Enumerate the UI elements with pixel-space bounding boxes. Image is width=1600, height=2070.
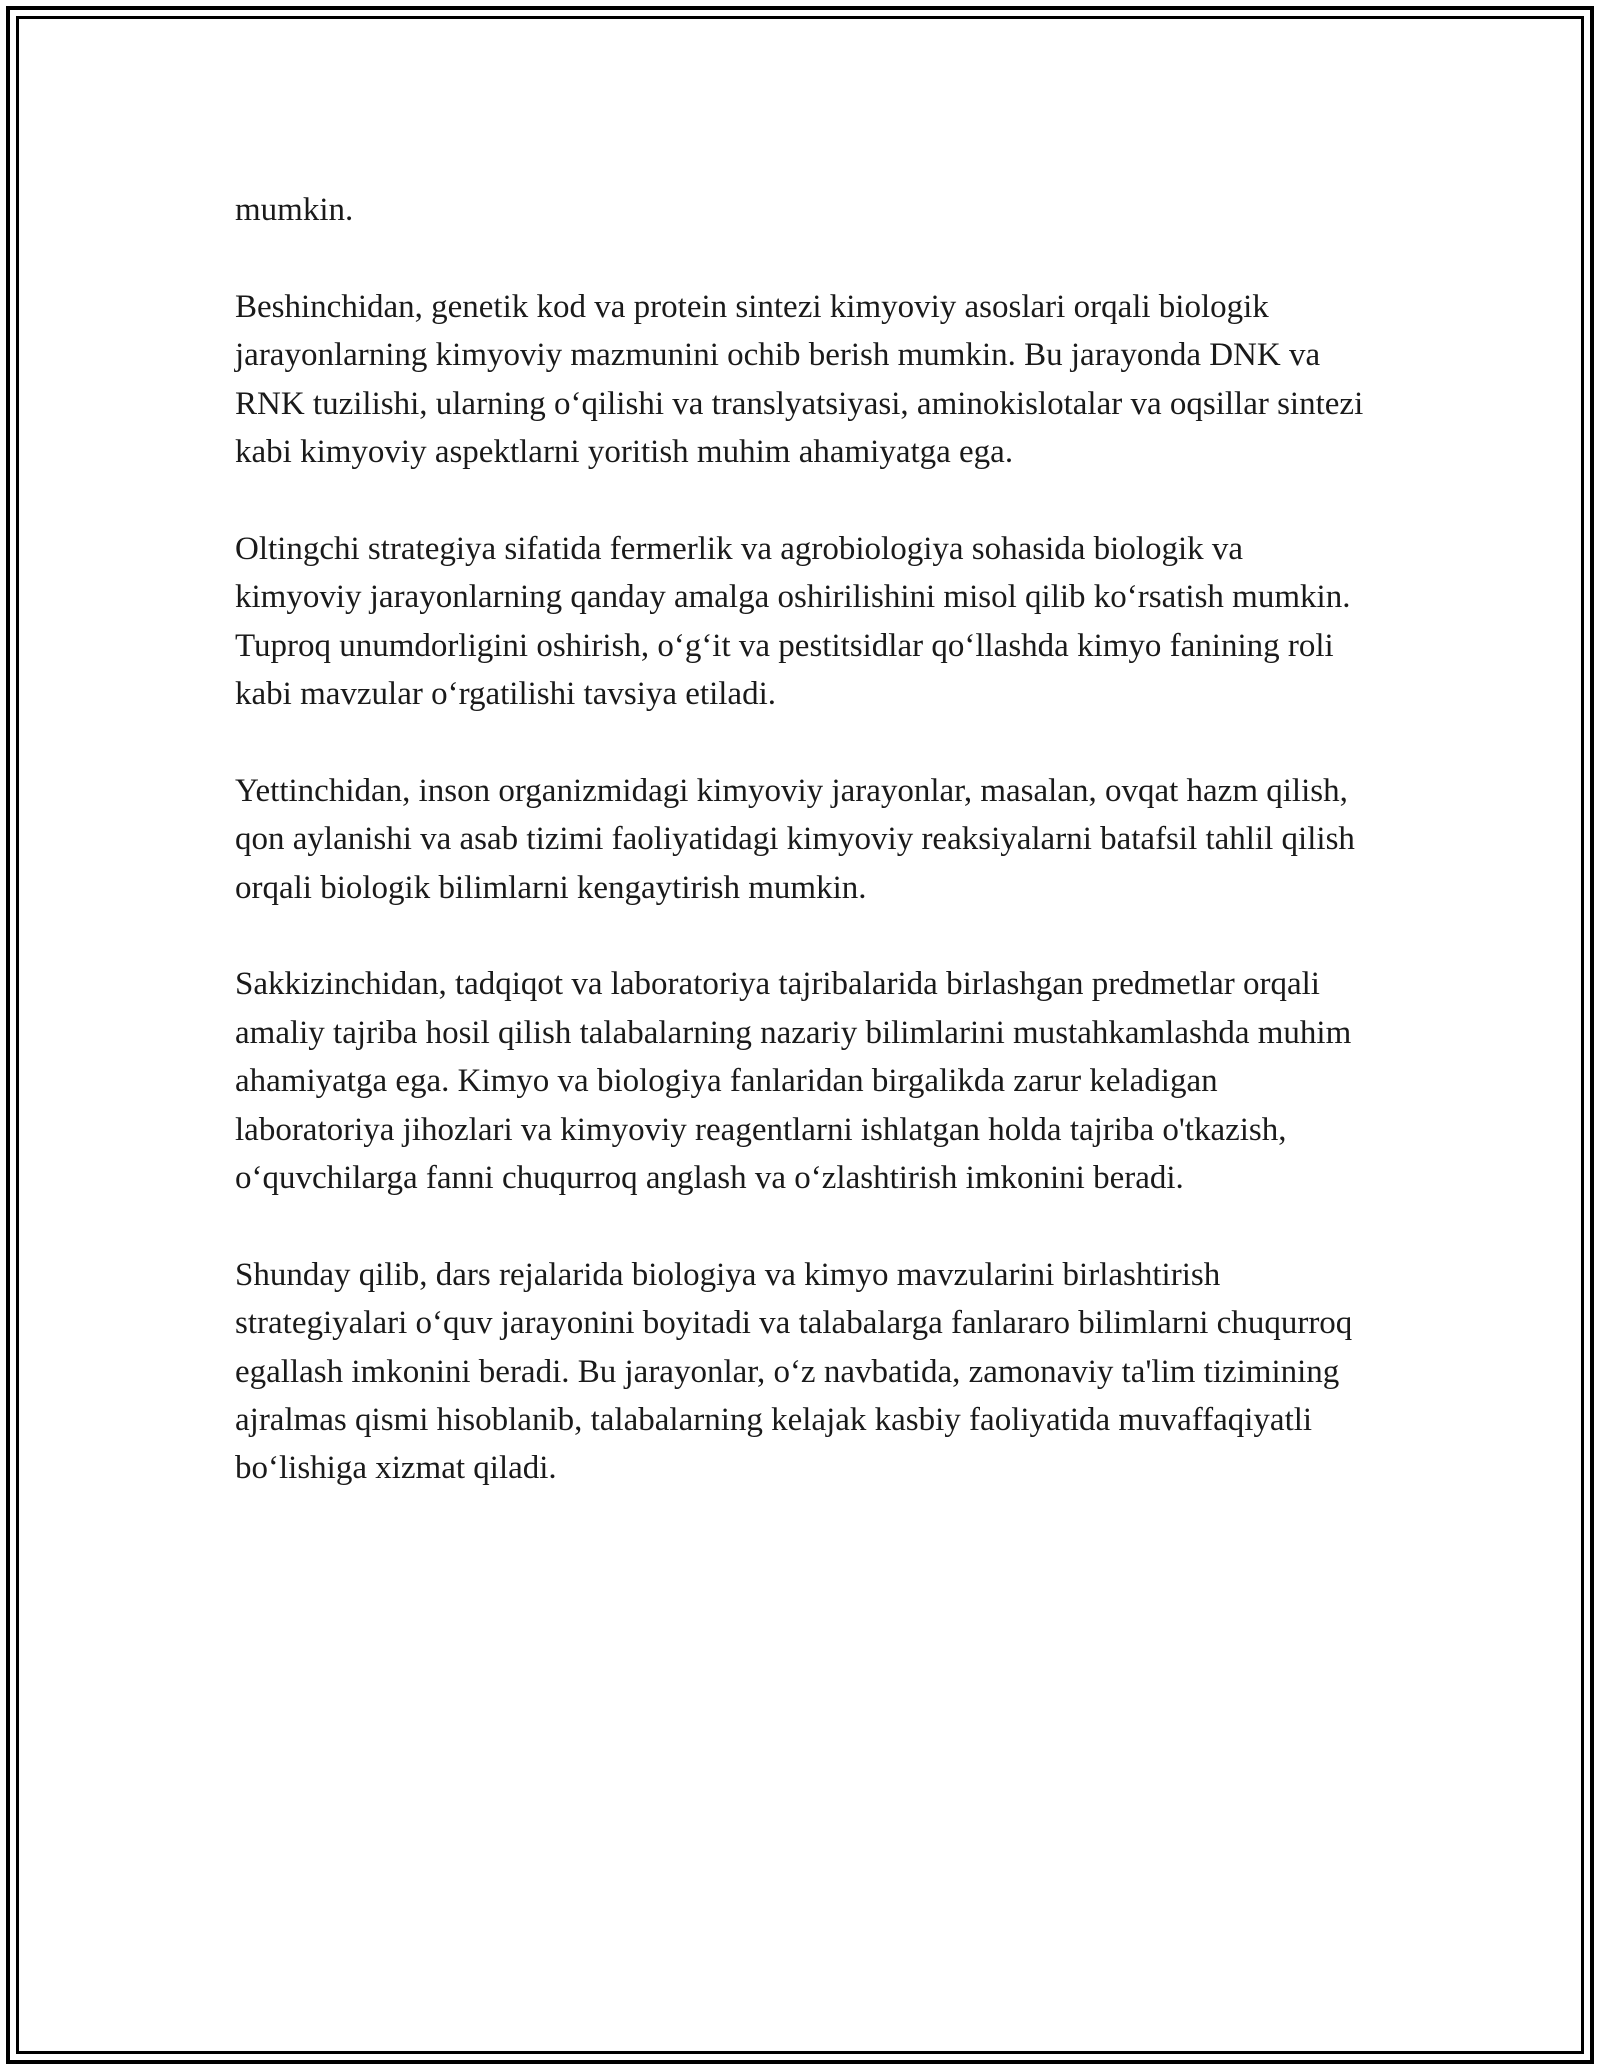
paragraph-continuation: mumkin.: [235, 192, 354, 228]
paragraph-eighth-strategy: Sakkizinchidan, tadqiqot va laboratoriya tajribalarida birlashgan predmetlar orqali amaliy tajriba hosil qilish talabalarning nazariy bilimlarini mustahkamlashda muhim ahamiyatga ega. Kimyo va biologiya fanlaridan birgalikda zarur keladigan laboratoriya jihozlari va kimyoviy reagentlarni ishlatgan holda tajriba o'tkazish, oʻquvchilarga fanni chuqurroq anglash va oʻzlashtirish imkonini beradi.: [235, 966, 1352, 1197]
paragraph-seventh-strategy: Yettinchidan, inson organizmidagi kimyoviy jarayonlar, masalan, ovqat hazm qilish, qon aylanishi va asab tizimi faoliyatidagi kimyoviy reaksiyalarni batafsil tahlil qilish orqali biologik bilimlarni kengaytirish mumkin.: [235, 772, 1355, 906]
paragraph-sixth-strategy: Oltingchi strategiya sifatida fermerlik va agrobiologiya sohasida biologik va kimyoviy jarayonlarning qanday amalga oshirilishini misol qilib koʻrsatish mumkin. Tuproq unumdorligini oshirish, oʻgʻit va pestitsidlar qoʻllashda kimyo fanining roli kabi mavzular oʻrgatilishi tavsiya etiladi.: [235, 530, 1351, 713]
paragraph-conclusion: Shunday qilib, dars rejalarida biologiya va kimyo mavzularini birlashtirish strategiyalari oʻquv jarayonini boyitadi va talabalarga fanlararo bilimlarni chuqurroq egallash imkonini beradi. Bu jarayonlar, oʻz navbatida, zamonaviy ta'lim tizimining ajralmas qismi hisoblanib, talabalarning kelajak kasbiy faoliyatida muvaffaqiyatli boʻlishiga xizmat qiladi.: [235, 1256, 1353, 1487]
document-body: [235, 186, 1365, 1541]
paragraph-fifth-strategy: Beshinchidan, genetik kod va protein sintezi kimyoviy asoslari orqali biologik jarayonlarning kimyoviy mazmunini ochib berish mumkin. Bu jarayonda DNK va RNK tuzilishi, ularning oʻqilishi va translyatsiyasi, aminokislotalar va oqsillar sintezi kabi kimyoviy aspektlarni yoritish muhim ahamiyatga ega.: [235, 288, 1364, 471]
